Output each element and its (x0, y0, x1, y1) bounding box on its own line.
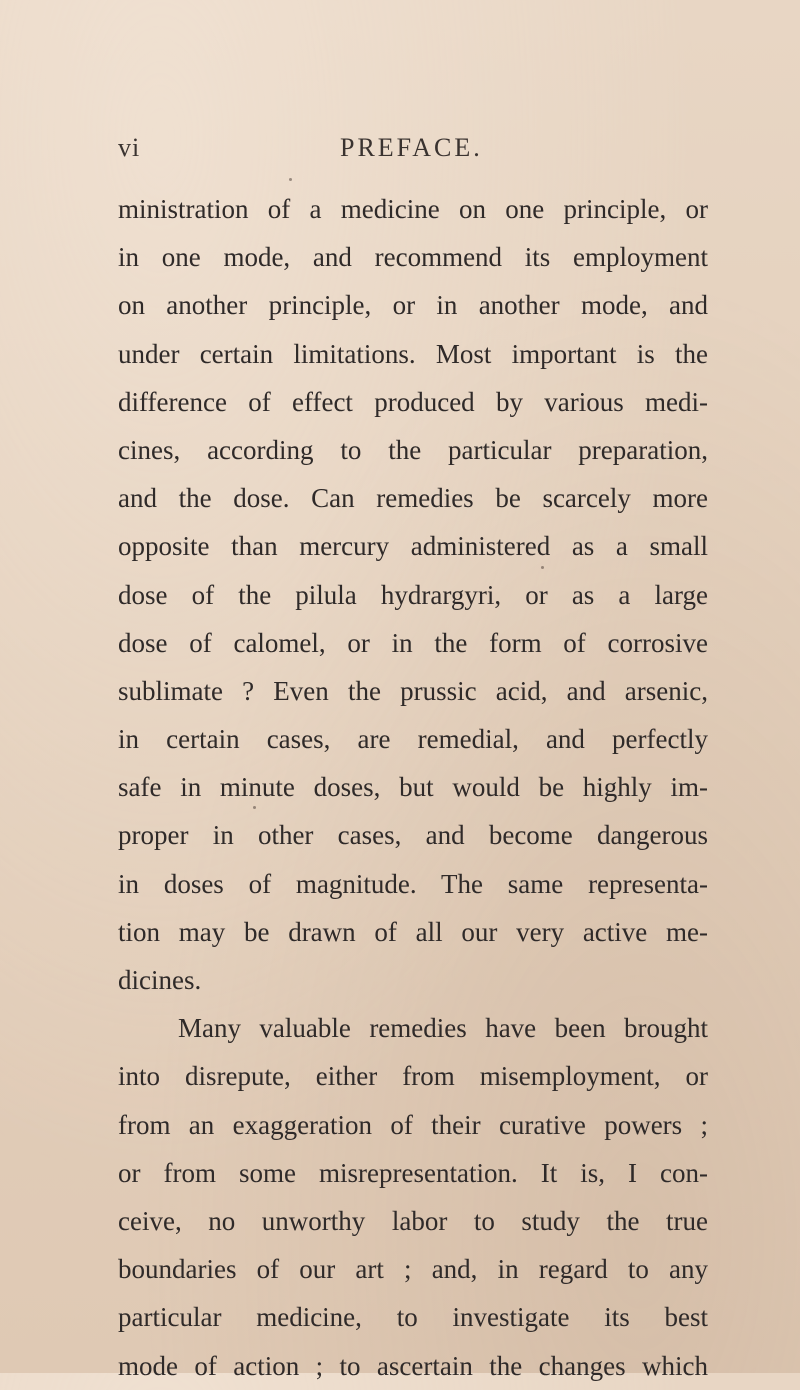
text-line: in certain cases, are remedial, and perfectly (118, 724, 708, 755)
paragraph-1 (118, 185, 708, 1004)
text-line: dose of calomel, or in the form of corrosive (118, 627, 708, 658)
running-head (118, 133, 708, 167)
text-line: boundaries of our art ; and, in regard to any (118, 1254, 708, 1285)
paper-speck (253, 806, 256, 809)
page-number: vi (118, 133, 141, 162)
text-line: and the dose. Can remedies be scarcely more (118, 483, 708, 514)
paper-speck (289, 178, 292, 181)
body-text (118, 185, 708, 1390)
text-line: in one mode, and recommend its employment (118, 242, 708, 273)
text-line: Many valuable remedies have been brought (178, 1013, 708, 1044)
running-title: PREFACE. (340, 133, 483, 162)
text-line: sublimate ? Even the prussic acid, and arsenic, (118, 675, 708, 706)
text-line: ceive, no unworthy labor to study the true (118, 1205, 708, 1236)
text-line: under certain limitations. Most important is the (118, 338, 708, 369)
text-line: in doses of magnitude. The same representa- (118, 868, 708, 899)
text-line: from an exaggeration of their curative powers ; (118, 1109, 708, 1140)
text-line: tion may be drawn of all our very active me- (118, 916, 708, 947)
paper-speck (541, 566, 544, 569)
text-line: cines, according to the particular preparation, (118, 434, 708, 465)
text-line: ministration of a medicine on one principle, or (118, 194, 708, 224)
text-line: on another principle, or in another mode, and (118, 290, 708, 321)
text-line: or from some misrepresentation. It is, I con- (118, 1157, 708, 1188)
text-line: safe in minute doses, but would be highly im- (118, 772, 708, 803)
text-line: opposite than mercury administered as a small (118, 531, 708, 562)
paragraph-2 (118, 1004, 708, 1390)
text-line: proper in other cases, and become dangerous (118, 820, 708, 851)
text-line: dose of the pilula hydrargyri, or as a large (118, 579, 708, 610)
text-line: into disrepute, either from misemployment, or (118, 1061, 708, 1092)
text-line: particular medicine, to investigate its best (118, 1302, 708, 1333)
text-line: mode of action ; to ascertain the changes which (118, 1350, 708, 1381)
text-line: difference of effect produced by various medi- (118, 386, 708, 417)
text-line: dicines. (118, 965, 202, 995)
